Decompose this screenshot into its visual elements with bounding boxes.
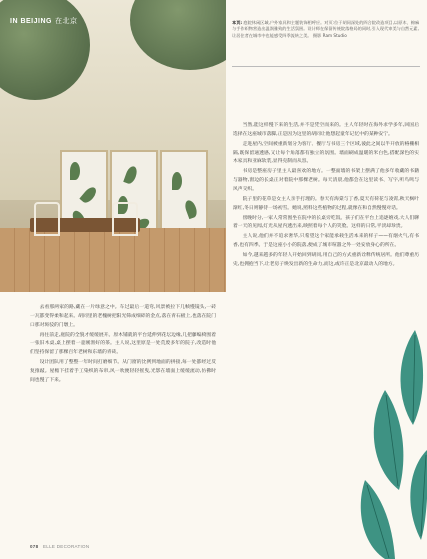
magazine-name: ELLE DECORATION <box>42 544 90 549</box>
paragraph: 设计团队用了整整一年时间打磨细节。从门窗的比例到地面的拼接,每一处都经过反复推敲。屋檐下挂着手工染织的布帘,风一吹便轻轻摇曳,光影在墙面上缓缓流动,仿佛时间也慢了下来。 <box>30 360 216 383</box>
article-column-left <box>30 304 216 387</box>
paragraph: 院子里的花草是女主人亲手打理的。春天有海棠与丁香,夏天有荷花与凌霄,秋天枫叶渐红,冬日则静待一场初雪。她说,照料这些植物的过程,就像在和自然慢慢对话。 <box>233 196 419 211</box>
caption-divider <box>232 66 420 67</box>
caption-lead: 本页: <box>232 20 243 25</box>
paragraph: 如今,越来越多的年轻人开始回到胡同,用自己的方式重新诠释传统居所。他们尊重历史,也拥抱当下,让老房子焕发出新的生命力,而这,或许正是北京最动人的地方。 <box>233 253 419 267</box>
caption-credit: 摄影 Ram Studio <box>312 32 347 38</box>
photo-chair <box>34 202 60 236</box>
paragraph: 主人说,他们并不追求奢华,只希望这个家能承载生活本来的样子——有烟火气,有书香,也有四季。于是这座小小的院落,便成了城市喧嚣之外一处安放身心的所在。 <box>233 234 419 249</box>
caption-text: 庭院休闲区域,户外家具和主题装饰相呼应。对页:位于胡同深处的四合院改造项目,以原木、棉麻与手作织物营造出温润雅致的生活氛围。设计师在保留传统院落格局的同时,引入现代审美与自然元素,让居住者在城市中也能感受四季流转之美。 <box>232 20 420 38</box>
paragraph: 书房是整座房子里主人最喜欢的地方。一整面墙的书架上摆满了他多年收藏的书籍与器物,窗边的长桌正对着院中那棵老树。每天清晨,他都会在这里读书、写字,听鸟鸣与风声交织。 <box>233 169 419 193</box>
leaf-decoration-icon <box>355 330 427 559</box>
paragraph: 再往前走,庭院的全貌才缓缓展开。原木铺就的平台延伸到花坛边缘,几把藤编椅围着一张旧木桌,桌上摆着一壶刚沏好的茶。主人说,这里原是一处荒废多年的院子,改造时他们坚持保留了那棵百年老树和东墙的青砖。 <box>30 332 216 356</box>
section-title: IN BEIJING <box>10 18 52 25</box>
photo-chair <box>112 202 138 236</box>
paragraph: 走进屋内,空间被重新划分为客厅、餐厅与书房三个区域,彼此之间以半开放的格栅相隔,既保留通透感,又让每个角落都有独立的氛围。墙面刷成温暖的米白色,搭配深色的实木家具和亚麻软装,显得克制而从容。 <box>233 141 419 165</box>
hero-photo <box>0 0 226 292</box>
page-footer <box>30 544 89 549</box>
paragraph: 去看那两家的路,藏在一片绿意之中。车过最后一道弯,风景被拉下几帧慢镜头,一砖一瓦都变得柔和起来。胡同里的老槐树把阳光筛成细碎的金点,落在青石板上,也落在院门口那对斑驳的门墩上。 <box>30 305 216 328</box>
photo-deck <box>0 228 226 292</box>
photo-caption <box>232 20 420 39</box>
article-column-right <box>233 122 419 271</box>
paragraph: 傍晚时分,一家人常常围坐在院中的长桌旁吃饭。孩子们在平台上追逐嬉戏,大人们聊着一天的见闻,灯光从屋内透出来,映照着每个人的笑脸。这样的日常,平淡却珍贵。 <box>233 215 419 230</box>
section-title-cn: 在北京 <box>54 18 78 25</box>
section-header <box>10 16 77 26</box>
paragraph: 当然,能这样慢下来的生活,并不是凭空而来的。主人年轻时在海外求学多年,回国后选择在这座城市落脚,正是因为这里的胡同让他想起童年记忆中的某种安宁。 <box>233 123 419 137</box>
page-number: 078 <box>30 544 39 549</box>
